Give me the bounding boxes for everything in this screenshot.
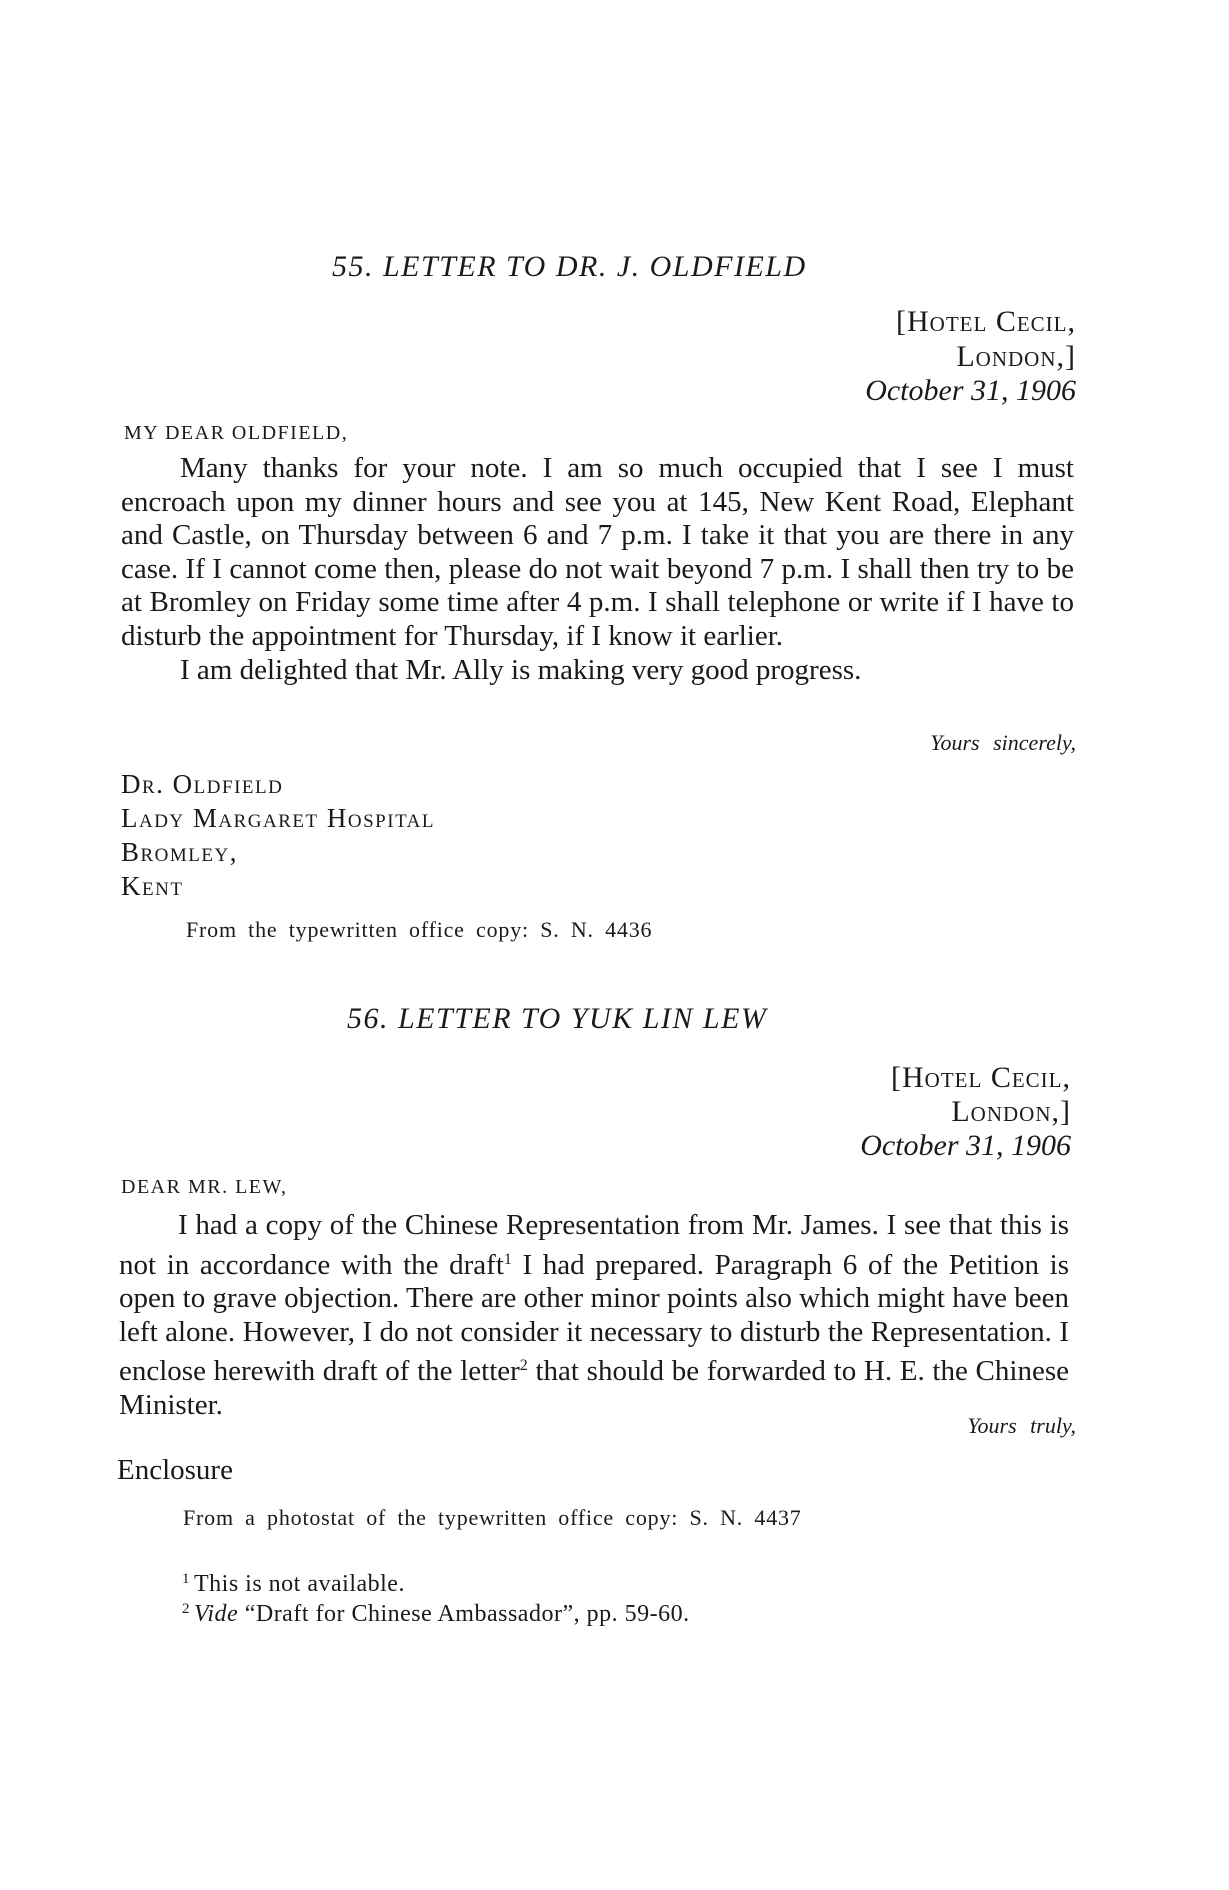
recipient-line: Kent (121, 871, 184, 901)
recipient-line: Lady Margaret Hospital (121, 803, 435, 833)
letter-56-address-line1: [Hotel Cecil, (891, 1061, 1071, 1094)
letter-56-enclosure: Enclosure (117, 1454, 233, 1486)
recipient-line: Bromley, (121, 837, 238, 867)
footnote-reference: 2 (519, 1357, 528, 1375)
letter-55-source-note: From the typewritten office copy: S. N. 4436 (186, 917, 653, 942)
letter-55-address-line1: [Hotel Cecil, (896, 305, 1076, 338)
letter-56-text-part: I had a copy of the Chinese Representation from Mr. James. I see that this is not in accordance with the draft (119, 1209, 1069, 1281)
letter-55-recipient-block (121, 767, 435, 903)
footnote-vide: Vide (194, 1601, 239, 1627)
letter-56-closing: Yours truly, (967, 1413, 1076, 1438)
letter-56-text-part: that should be forwarded to H. E. the Chinese Minister. (119, 1355, 1069, 1421)
letter-56-body (119, 1209, 1069, 1423)
footnote-1 (182, 1571, 405, 1598)
letter-55-body (121, 452, 1074, 687)
letter-55-closing: Yours sincerely, (930, 730, 1076, 755)
letter-56-source-note: From a photostat of the typewritten office copy: S. N. 4437 (183, 1505, 802, 1530)
footnote-number: 2 (182, 1601, 190, 1617)
letter-55-heading: 55. LETTER TO DR. J. OLDFIELD (332, 250, 807, 283)
footnote-reference: 1 (503, 1250, 512, 1268)
letter-55-salutation: MY DEAR OLDFIELD, (124, 422, 349, 444)
footnote-text: This is not available. (194, 1571, 405, 1597)
letter-55-paragraph-2: I am delighted that Mr. Ally is making very good progress. (180, 653, 862, 686)
footnote-2 (182, 1601, 690, 1628)
letter-55-address-line2: London,] (956, 340, 1076, 373)
letter-55-date: October 31, 1906 (865, 374, 1076, 407)
letter-56-heading: 56. LETTER TO YUK LIN LEW (347, 1002, 768, 1035)
recipient-line: Dr. Oldfield (121, 769, 284, 799)
letter-56-paragraph (119, 1209, 1069, 1423)
letter-56-text-part: I had prepared. Paragraph 6 of the Petition is open to grave objection. There are other minor points also which might have been left alone. However, I do not consider it necessary to disturb the Representation. I enclose herewith draft of the letter (119, 1248, 1069, 1388)
footnote-text: “Draft for Chinese Ambassador”, pp. 59-60. (238, 1601, 690, 1627)
letter-55-paragraph-1: Many thanks for your note. I am so much occupied that I see I must encroach upon my dinner hours and see you at 145, New Kent Road, Elephant and Castle, on Thursday between 6 and 7 p.m. I take it that you are there in any case. If I cannot come then, please do not wait beyond 7 p.m. I shall then try to be at Bromley on Friday some time after 4 p.m. I shall telephone or write if I have to disturb the appointment for Thursday, if I know it earlier. (121, 452, 1074, 652)
letter-56-salutation: DEAR MR. LEW, (121, 1176, 288, 1198)
letter-56-address-line2: London,] (951, 1095, 1071, 1128)
letter-56-date: October 31, 1906 (860, 1129, 1071, 1162)
footnote-number: 1 (182, 1571, 190, 1587)
